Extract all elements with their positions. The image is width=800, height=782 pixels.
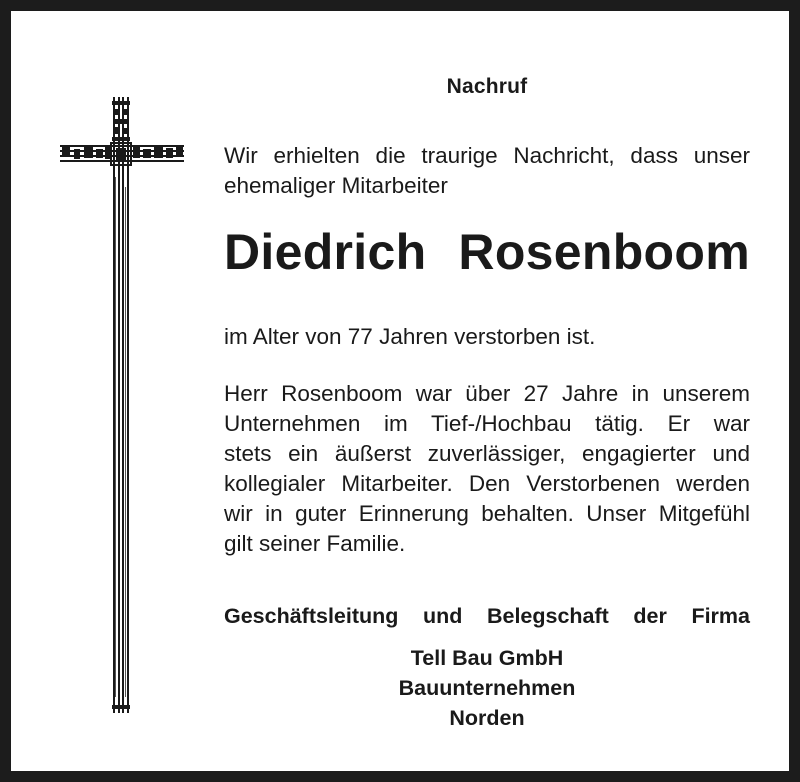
company-name: Tell Bau GmbH: [410, 646, 564, 670]
tribute-line: gilt seiner Familie.: [224, 531, 406, 556]
tribute-line: stets ein äußerst zuverlässiger, engagierter und: [224, 441, 750, 466]
cross-icon: [58, 97, 186, 713]
age-line: im Alter von 77 Jahren verstorben ist.: [224, 324, 596, 349]
intro-text: [224, 141, 750, 201]
intro-line-1: Wir erhielten die traurige Nachricht, dass unser: [224, 143, 750, 168]
tribute-line: Herr Rosenboom war über 27 Jahre in unserem: [224, 381, 750, 406]
tribute-line: kollegialer Mitarbeiter. Den Verstorbenen werden: [224, 471, 750, 496]
deceased-name: Diedrich Rosenboom: [224, 224, 750, 280]
company-type: Bauunternehmen: [398, 676, 576, 700]
company-block: [224, 643, 750, 733]
tribute-line: Unternehmen im Tief-/Hochbau tätig. Er war: [224, 411, 750, 436]
tribute-line: wir in guter Erinnerung behalten. Unser Mitgefühl: [224, 501, 750, 526]
notice-title: Nachruf: [446, 75, 528, 98]
company-city: Norden: [449, 706, 525, 730]
obituary-content: [224, 73, 750, 733]
intro-line-2: ehemaliger Mitarbeiter: [224, 173, 448, 198]
signoff-line: Geschäftsleitung und Belegschaft der Firma: [224, 604, 750, 628]
tribute-text: [224, 379, 750, 559]
